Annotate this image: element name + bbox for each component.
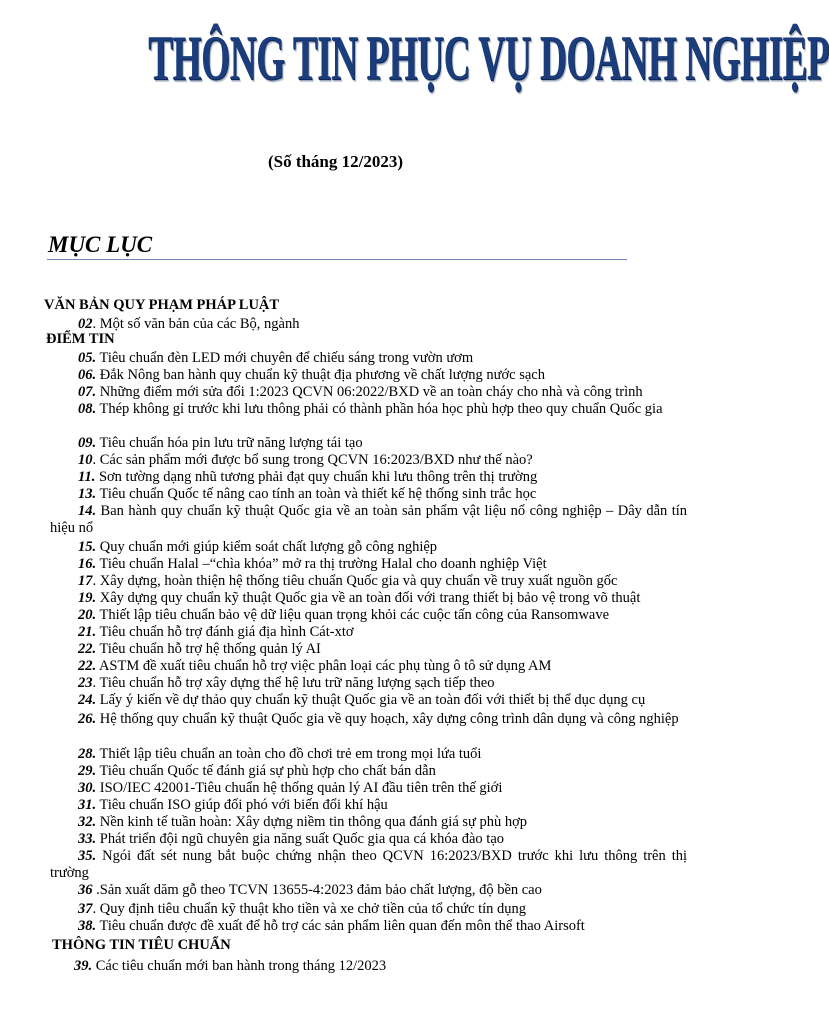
toc-item-title: Xây dựng quy chuẩn kỹ thuật Quốc gia về an toàn đối với trang thiết bị bảo vệ trong võ thuật — [99, 590, 641, 606]
toc-item-number: 14. — [78, 503, 97, 519]
toc-item-title: Sơn tường dạng nhũ tương phải đạt quy chuẩn khi lưu thông trên thị trường — [98, 469, 538, 485]
toc-item[interactable] — [78, 469, 537, 485]
toc-item-title: Tiêu chuẩn hỗ trợ xây dựng thể hệ lưu trữ năng lượng sạch tiếp theo — [99, 675, 495, 691]
toc-item[interactable] — [78, 590, 640, 606]
toc-item-number: 28. — [78, 746, 97, 762]
toc-item-separator: . — [92, 452, 100, 468]
toc-item-separator: . — [92, 316, 100, 332]
toc-item[interactable] — [78, 607, 609, 623]
toc-item-number: 36 — [78, 882, 93, 898]
toc-item[interactable] — [78, 641, 321, 657]
toc-item-title: Tiêu chuẩn Quốc tế nâng cao tính an toàn và thiết kế hệ thống sinh trắc học — [99, 486, 537, 502]
section-heading-news: ĐIỂM TIN — [46, 331, 115, 347]
toc-item-title: Tiêu chuẩn hỗ trợ hệ thống quản lý AI — [99, 641, 321, 657]
toc-item-number: 21. — [78, 624, 97, 640]
toc-item-title: Xây dựng, hoàn thiện hệ thống tiêu chuẩn Quốc gia và quy chuẩn về truy xuất nguồn gốc — [99, 573, 618, 589]
toc-item[interactable] — [78, 435, 363, 451]
toc-item-number: 08. — [78, 401, 97, 417]
toc-item-number: 22. — [78, 641, 97, 657]
toc-item[interactable] — [78, 452, 533, 468]
toc-item-separator: . — [92, 573, 100, 589]
toc-item-number: 11. — [78, 469, 96, 485]
toc-item-title: ISO/IEC 42001-Tiêu chuẩn hệ thống quản lý AI đầu tiên trên thế giới — [99, 780, 503, 796]
section-heading-standards: THÔNG TIN TIÊU CHUẨN — [52, 937, 231, 953]
toc-item-number: 23 — [78, 675, 93, 691]
issue-label: (Số tháng 12/2023) — [267, 152, 404, 171]
toc-item-separator: . — [92, 675, 100, 691]
toc-item-number: 38. — [78, 918, 97, 934]
toc-item-title: Tiêu chuẩn Halal –“chìa khóa” mở ra thị trường Halal cho doanh nghiệp Việt — [99, 556, 547, 572]
toc-item[interactable] — [50, 401, 687, 418]
toc-item[interactable] — [78, 384, 643, 400]
toc-item[interactable] — [78, 658, 551, 674]
toc-item-title: Tiêu chuẩn hóa pin lưu trữ năng lượng tái tạo — [99, 435, 363, 451]
toc-item[interactable] — [78, 367, 545, 383]
toc-item[interactable] — [78, 797, 388, 813]
toc-item[interactable] — [50, 711, 687, 728]
toc-item[interactable] — [78, 882, 542, 898]
toc-item-number: 02 — [78, 316, 93, 332]
toc-item-number: 39. — [74, 958, 93, 974]
toc-item-number: 20. — [78, 607, 97, 623]
toc-item-title: Những điểm mới sửa đổi 1:2023 QCVN 06:2022/BXD về an toàn cháy cho nhà và công trình — [99, 384, 643, 400]
toc-item-title: Tiêu chuẩn hỗ trợ đánh giá địa hình Cát-xtơ — [99, 624, 354, 640]
toc-item[interactable] — [78, 350, 473, 366]
toc-item-title: Ban hành quy chuẩn kỹ thuật Quốc gia về an toàn sản phẩm vật liệu nổ công nghiệp – Dây dẫn tín hiệu nổ — [50, 503, 687, 536]
toc-item-number: 10 — [78, 452, 93, 468]
toc-item-title: Thiết lập tiêu chuẩn bảo vệ dữ liệu quan trọng khỏi các cuộc tấn công của Ransomwave — [99, 607, 610, 623]
toc-item-title: Quy chuẩn mới giúp kiểm soát chất lượng gỗ công nghiệp — [99, 539, 438, 555]
toc-item-number: 22. — [78, 658, 97, 674]
toc-item[interactable] — [78, 316, 715, 333]
toc-item-number: 13. — [78, 486, 97, 502]
toc-item-title: Tiêu chuẩn Quốc tế đánh giá sự phù hợp cho chất bán dẫn — [99, 763, 436, 779]
toc-item[interactable] — [78, 486, 536, 502]
toc-item[interactable] — [78, 624, 354, 640]
toc-item-title: Hệ thống quy chuẩn kỹ thuật Quốc gia về quy hoạch, xây dựng công trình dân dụng và công nghiệp — [99, 711, 679, 727]
toc-item[interactable] — [50, 848, 687, 882]
toc-item[interactable] — [78, 918, 585, 934]
toc-item-title: Các sản phẩm mới được bổ sung trong QCVN 16:2023/BXD như thế nào? — [99, 452, 533, 468]
toc-item[interactable] — [78, 573, 617, 589]
toc-item[interactable] — [50, 503, 687, 537]
toc-item-number: 09. — [78, 435, 97, 451]
toc-item-title: Một số văn bản của các Bộ, ngành — [99, 316, 300, 332]
toc-item-number: 07. — [78, 384, 97, 400]
toc-item[interactable] — [78, 780, 502, 796]
masthead-title: THÔNG TIN PHỤC VỤ DOANH NGHIỆP — [148, 22, 829, 93]
toc-item-title: Lấy ý kiến về dự thảo quy chuẩn kỹ thuật Quốc gia về an toàn đối với thiết bị thể dục dụng cụ — [99, 692, 646, 708]
toc-item-title: Tiêu chuẩn được đề xuất để hỗ trợ các sản phẩm liên quan đến môn thể thao Airsoft — [99, 918, 585, 934]
toc-underline — [47, 259, 627, 260]
toc-item-title: Thiết lập tiêu chuẩn an toàn cho đồ chơi trẻ em trong mọi lứa tuổi — [99, 746, 482, 762]
toc-item-number: 35. — [78, 848, 97, 864]
toc-item-title: Tiêu chuẩn ISO giúp đối phó với biến đổi khí hậu — [99, 797, 388, 813]
toc-item-number: 19. — [78, 590, 97, 606]
toc-item[interactable] — [78, 831, 504, 847]
toc-item[interactable] — [78, 763, 436, 779]
toc-item-number: 16. — [78, 556, 97, 572]
toc-item-title: Phát triển đội ngũ chuyên gia năng suất Quốc gia qua cá khóa đào tạo — [99, 831, 505, 847]
toc-item-number: 29. — [78, 763, 97, 779]
toc-item-title: ASTM đề xuất tiêu chuẩn hỗ trợ việc phân loại các phụ tùng ô tô sử dụng AM — [98, 658, 552, 674]
toc-item[interactable] — [78, 901, 526, 917]
toc-item-number: 33. — [78, 831, 97, 847]
toc-item-number: 15. — [78, 539, 97, 555]
toc-heading: MỤC LỤC — [48, 232, 153, 257]
toc-item-separator: . — [92, 882, 100, 898]
toc-item-title: Sản xuất dăm gỗ theo TCVN 13655-4:2023 đảm bảo chất lượng, độ bền cao — [99, 882, 542, 898]
toc-item[interactable] — [78, 556, 547, 572]
toc-item-title: Nền kinh tế tuần hoàn: Xây dựng niềm tin thông qua đánh giá sự phù hợp — [99, 814, 528, 830]
toc-item-title: Quy định tiêu chuẩn kỹ thuật kho tiền và xe chở tiền của tổ chức tín dụng — [99, 901, 527, 917]
toc-item-number: 31. — [78, 797, 97, 813]
toc-item[interactable] — [78, 675, 494, 691]
toc-item-title: Thép không gỉ trước khi lưu thông phải có thành phần hóa học phù hợp theo quy chuẩn Quốc gia — [99, 401, 663, 417]
toc-item-separator: . — [92, 901, 100, 917]
toc-item[interactable] — [78, 692, 645, 708]
toc-item-number: 30. — [78, 780, 97, 796]
toc-item-number: 17 — [78, 573, 93, 589]
toc-item-number: 26. — [78, 711, 97, 727]
toc-item-title: Ngói đất sét nung bắt buộc chứng nhận theo QCVN 16:2023/BXD trước khi lưu thông trên thị trường — [50, 848, 687, 881]
toc-item-title: Tiêu chuẩn đèn LED mới chuyên để chiếu sáng trong vườn ươm — [99, 350, 474, 366]
toc-item-number: 37 — [78, 901, 93, 917]
toc-item[interactable] — [74, 958, 711, 975]
toc-item[interactable] — [78, 746, 481, 762]
toc-item-title: Đắk Nông ban hành quy chuẩn kỹ thuật địa phương về chất lượng nước sạch — [99, 367, 545, 383]
toc-item-number: 05. — [78, 350, 97, 366]
section-heading-legal: VĂN BẢN QUY PHẠM PHÁP LUẬT — [44, 297, 280, 313]
toc-item-number: 24. — [78, 692, 97, 708]
toc-item-number: 32. — [78, 814, 97, 830]
toc-item-title: Các tiêu chuẩn mới ban hành trong tháng 12/2023 — [95, 958, 387, 974]
toc-item-number: 06. — [78, 367, 97, 383]
toc-item[interactable] — [78, 539, 437, 555]
toc-item[interactable] — [78, 814, 527, 830]
